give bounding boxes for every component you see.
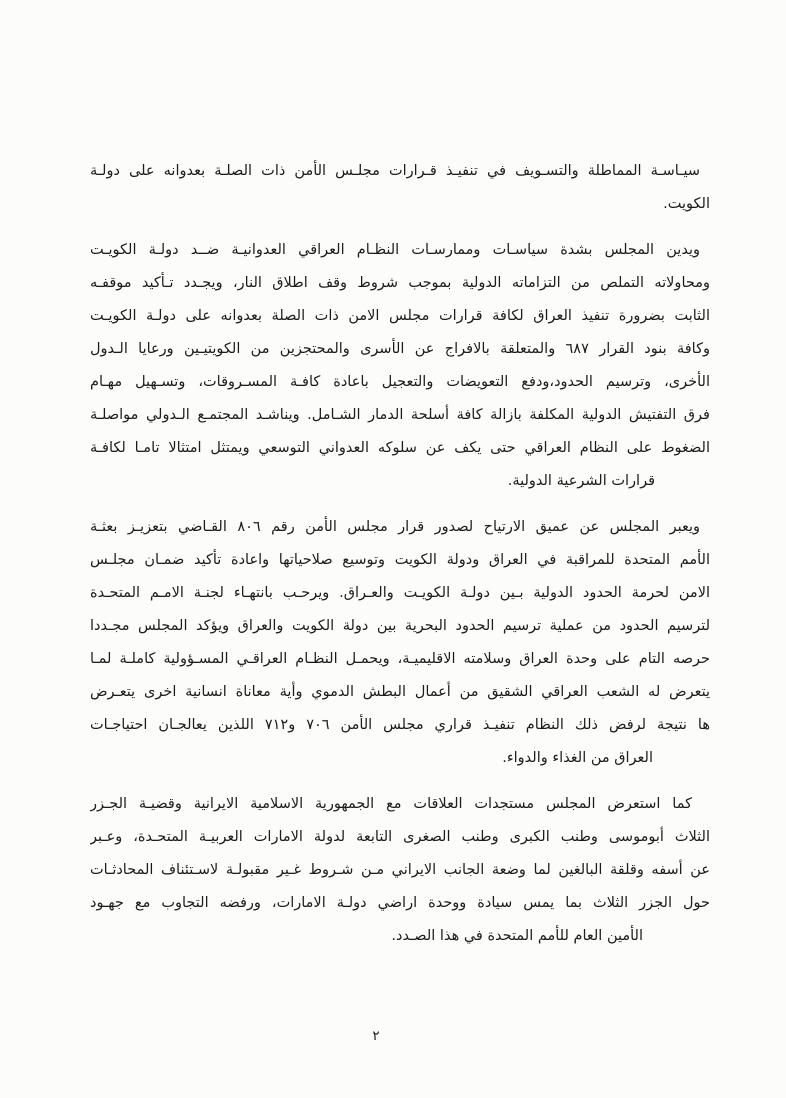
text-line: سيـاسـة المماطلة والتسـويف في تنفيـذ قـرارات مجلـس الأمن ذات الصلـة بعدوانه على دولـة (90, 163, 700, 179)
text-line: حرصه التام على وحدة العراق وسلامته الاقليميـة، ويحمـل النظـام العراقـي المسـؤولية كاملـة لمـا (90, 651, 710, 667)
text-line: قرارات الشرعية الدولية. (507, 473, 655, 489)
paragraph (90, 511, 710, 775)
text-line: الثلاث أبوموسى وطنب الكبرى وطنب الصغرى التابعة لدولة الامارات العربيـة المتحـدة، وعـبر (90, 829, 710, 845)
document-text-block (90, 155, 710, 966)
page-number: ٢ (372, 1028, 380, 1044)
text-line: لترسيم الحدود من عملية ترسيم الحدود البحرية بين دولة الكويت والعراق ويؤكد المجلس مجـددا (90, 618, 710, 634)
text-line: الأخرى، وترسيم الحدود،ودفع التعويضات والتعجيل باعادة كافـة المسـروقات، وتسـهيل مهـام (90, 374, 710, 390)
text-line: فرق التفتيش الدولية المكلفة بازالة كافة أسلحة الدمار الشـامل. ويناشـد المجتمـع الـدولي مواصلـة (90, 407, 710, 423)
text-line: الضغوط على النظام العراقي حتى يكف عن سلوكه العدواني التوسعي ويمتثل امتثالا تامـا لكافـة (90, 440, 710, 456)
text-line: ويعبر المجلس عن عميق الارتياح لصدور قرار مجلس الأمن رقم ٨٠٦ القـاضي بتعزيـز بعثـة (90, 519, 700, 535)
paragraph (90, 155, 710, 221)
text-line: ويدين المجلس بشدة سياسـات وممارسـات النظـام العراقي العدوانيـة ضــد دولـة الكويـت (90, 242, 700, 258)
paragraph (90, 788, 710, 953)
text-line: الثابت بضرورة تنفيذ العراق لكافة قرارات مجلس الامن ذات الصلة بعدوانه على دولـة الكويـت (90, 308, 710, 324)
text-line: وكافة بنود القرار ٦٨٧ والمتعلقة بالافراج عن الأسرى والمحتجزين من الكويتيـين ورعايا الـدول (90, 341, 710, 357)
text-line: يتعرض له الشعب العراقي الشقيق من أعمال البطش الدموي وأية معاناة انسانية اخرى يتعـرض (90, 684, 710, 700)
text-line: حول الجزر الثلاث بما يمس سيادة ووحدة اراضي دولـة الامارات، ورفضه التجاوب مع جهـود (90, 895, 710, 911)
text-line: الكويت. (663, 196, 710, 212)
text-line: عن أسفه وقلقة البالغين لما وضعة الجانب الايراني مـن شـروط غـير مقبولـة لاسـتئناف المحادثـات (90, 862, 710, 878)
text-line: ومحاولاته التملص من التزاماته الدولية بموجب شروط وقف اطلاق النار، ويجـدد تـأكيد موقفـه (90, 275, 710, 291)
text-line: العراق من الغذاء والدواء. (502, 750, 653, 766)
text-line: كما استعرض المجلس مستجدات العلاقات مع الجمهورية الاسلامية الايرانية وقضيـة الجـزر (90, 796, 692, 812)
text-line: الامن لحرمة الحدود الدولية بـين دولـة الكويـت والعـراق. ويرحـب بانتهـاء لجنـة الامـم المتحـدة (90, 585, 710, 601)
text-line: الأمم المتحدة للمراقبة في العراق ودولة الكويت وتوسيع صلاحياتها واعادة تأكيد ضمـان مجلـس (90, 552, 710, 568)
paragraph (90, 234, 710, 498)
text-line: ها نتيجة لرفض ذلك النظام تنفيـذ قراري مجلس الأمن ٧٠٦ و٧١٢ اللذين يعالجـان احتياجـات (90, 717, 710, 733)
text-line: الأمين العام للأمم المتحدة في هذا الصـدد. (391, 928, 643, 944)
